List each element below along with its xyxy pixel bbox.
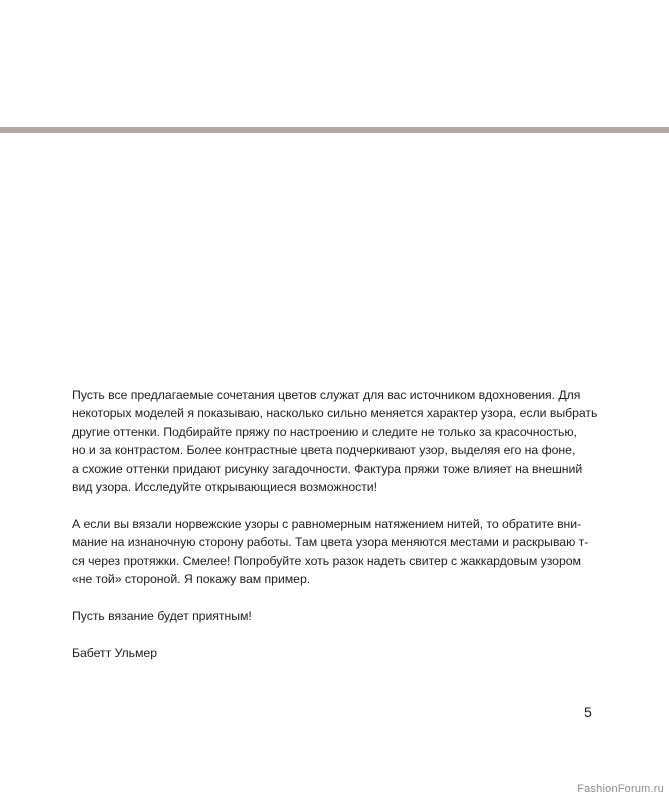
text-line: но и за контрастом. Более контрастные цвета подчеркивают узор, выделяя его на фоне, — [72, 443, 576, 458]
text-line: Пусть вязание будет приятным! — [72, 608, 252, 623]
paragraph-reverse-side — [72, 515, 602, 589]
author-name: Бабетт Ульмер — [72, 645, 157, 660]
paragraph-closing — [72, 607, 602, 625]
paragraph-inspiration — [72, 386, 602, 496]
body-text — [72, 386, 602, 680]
page-number: 5 — [584, 704, 592, 720]
text-line: ся через протяжки. Смелее! Попробуйте хоть разок надеть свитер с жаккардовым узором — [72, 553, 581, 568]
text-line: Пусть все предлагаемые сочетания цветов служат для вас источником вдохновения. Для — [72, 388, 581, 402]
watermark: FashionForum.ru — [577, 783, 664, 795]
text-line: некоторых моделей я показываю, насколько сильно меняется характер узора, если выбрать — [72, 406, 598, 421]
text-line: а схожие оттенки придают рисунку загадочности. Фактура пряжи тоже влияет на внешний — [72, 461, 583, 476]
author-signature — [72, 644, 602, 662]
text-line: вид узора. Исследуйте открывающиеся возможности! — [72, 480, 377, 495]
top-divider-bar — [0, 127, 669, 133]
text-line: «не той» стороной. Я покажу вам пример. — [72, 572, 311, 587]
text-line: другие оттенки. Подбирайте пряжу по настроению и следите не только за красочностью, — [72, 424, 577, 439]
text-line: А если вы вязали норвежские узоры с равномерным натяжением нитей, то обратите вни- — [72, 516, 582, 531]
text-line: мание на изнаночную сторону работы. Там цвета узора меняются местами и раскрываю т- — [72, 535, 589, 550]
